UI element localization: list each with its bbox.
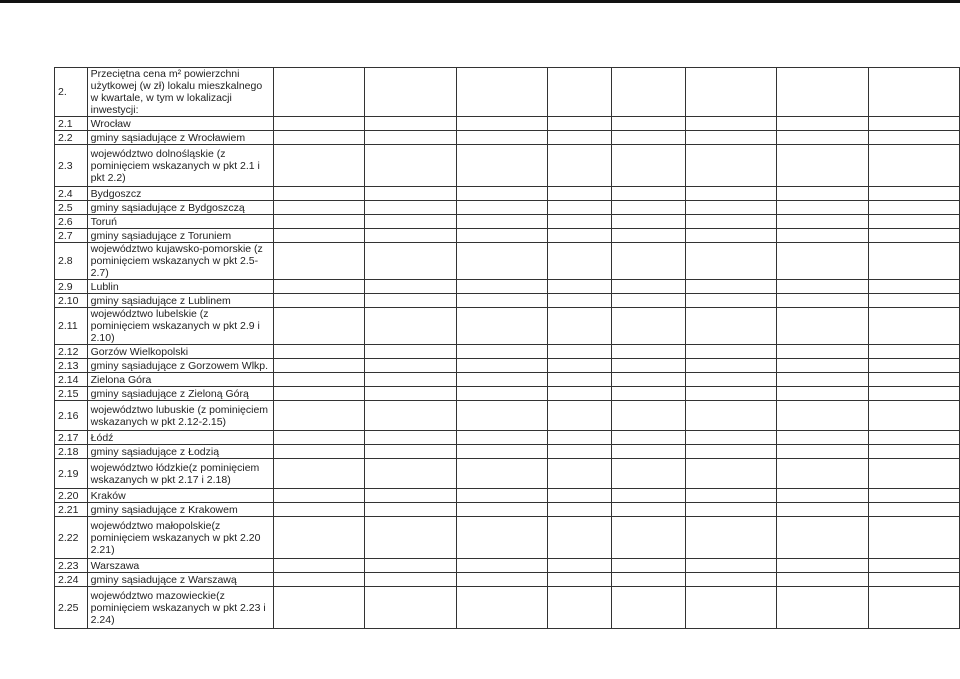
row-description: Przeciętna cena m² powierzchni użytkowej (w zł) lokalu mieszkalnego w kwartale, w tym w lokalizacji inwestycji: <box>87 68 273 117</box>
empty-value-cell <box>274 145 365 187</box>
empty-value-cell <box>456 201 547 215</box>
table-row <box>55 431 960 445</box>
empty-value-cell <box>611 308 685 345</box>
empty-value-cell <box>777 459 868 489</box>
empty-value-cell <box>274 243 365 280</box>
empty-value-cell <box>274 387 365 401</box>
empty-value-cell <box>456 445 547 459</box>
scan-top-edge <box>0 0 960 3</box>
row-number: 2.2 <box>55 131 88 145</box>
empty-value-cell <box>868 431 959 445</box>
empty-value-cell <box>777 308 868 345</box>
row-description: gminy sąsiadujące z Lublinem <box>87 294 273 308</box>
empty-value-cell <box>611 243 685 280</box>
empty-value-cell <box>547 401 611 431</box>
empty-value-cell <box>547 280 611 294</box>
row-description: gminy sąsiadujące z Gorzowem Wlkp. <box>87 359 273 373</box>
table-row <box>55 387 960 401</box>
empty-value-cell <box>868 229 959 243</box>
empty-value-cell <box>868 387 959 401</box>
table-row <box>55 145 960 187</box>
empty-value-cell <box>365 373 456 387</box>
empty-value-cell <box>611 345 685 359</box>
empty-value-cell <box>686 345 777 359</box>
row-number: 2.7 <box>55 229 88 243</box>
empty-value-cell <box>777 517 868 559</box>
table-row <box>55 345 960 359</box>
table-row <box>55 131 960 145</box>
empty-value-cell <box>274 187 365 201</box>
empty-value-cell <box>777 215 868 229</box>
table-row <box>55 294 960 308</box>
empty-value-cell <box>868 68 959 117</box>
empty-value-cell <box>547 345 611 359</box>
empty-value-cell <box>365 294 456 308</box>
empty-value-cell <box>365 559 456 573</box>
empty-value-cell <box>456 229 547 243</box>
empty-value-cell <box>456 587 547 629</box>
row-description: Wrocław <box>87 117 273 131</box>
empty-value-cell <box>686 489 777 503</box>
row-description: gminy sąsiadujące z Warszawą <box>87 573 273 587</box>
empty-value-cell <box>365 517 456 559</box>
row-number: 2.4 <box>55 187 88 201</box>
empty-value-cell <box>868 503 959 517</box>
empty-value-cell <box>547 445 611 459</box>
empty-value-cell <box>777 445 868 459</box>
empty-value-cell <box>777 187 868 201</box>
empty-value-cell <box>686 573 777 587</box>
table-row <box>55 201 960 215</box>
empty-value-cell <box>868 243 959 280</box>
table-row <box>55 68 960 117</box>
empty-value-cell <box>611 294 685 308</box>
empty-value-cell <box>274 573 365 587</box>
row-description: gminy sąsiadujące z Wrocławiem <box>87 131 273 145</box>
table-row <box>55 280 960 294</box>
empty-value-cell <box>365 229 456 243</box>
empty-value-cell <box>868 559 959 573</box>
row-number: 2.20 <box>55 489 88 503</box>
empty-value-cell <box>777 573 868 587</box>
empty-value-cell <box>686 308 777 345</box>
empty-value-cell <box>274 229 365 243</box>
empty-value-cell <box>547 517 611 559</box>
row-number: 2.9 <box>55 280 88 294</box>
empty-value-cell <box>274 215 365 229</box>
empty-value-cell <box>686 187 777 201</box>
table-row <box>55 373 960 387</box>
empty-value-cell <box>777 201 868 215</box>
empty-value-cell <box>777 503 868 517</box>
table-row <box>55 308 960 345</box>
empty-value-cell <box>777 229 868 243</box>
empty-value-cell <box>686 517 777 559</box>
empty-value-cell <box>456 308 547 345</box>
empty-value-cell <box>547 373 611 387</box>
empty-value-cell <box>611 401 685 431</box>
empty-value-cell <box>868 459 959 489</box>
empty-value-cell <box>547 503 611 517</box>
empty-value-cell <box>274 503 365 517</box>
empty-value-cell <box>777 387 868 401</box>
empty-value-cell <box>456 503 547 517</box>
table-row <box>55 215 960 229</box>
row-description: Gorzów Wielkopolski <box>87 345 273 359</box>
row-number: 2.22 <box>55 517 88 559</box>
empty-value-cell <box>611 68 685 117</box>
empty-value-cell <box>868 573 959 587</box>
empty-value-cell <box>777 431 868 445</box>
empty-value-cell <box>456 345 547 359</box>
empty-value-cell <box>456 559 547 573</box>
empty-value-cell <box>868 131 959 145</box>
empty-value-cell <box>686 280 777 294</box>
row-number: 2. <box>55 68 88 117</box>
empty-value-cell <box>456 187 547 201</box>
empty-value-cell <box>456 387 547 401</box>
row-number: 2.14 <box>55 373 88 387</box>
empty-value-cell <box>611 117 685 131</box>
empty-value-cell <box>686 68 777 117</box>
empty-value-cell <box>611 373 685 387</box>
empty-value-cell <box>274 431 365 445</box>
row-description: gminy sąsiadujące z Łodzią <box>87 445 273 459</box>
empty-value-cell <box>686 445 777 459</box>
table-row <box>55 445 960 459</box>
row-number: 2.6 <box>55 215 88 229</box>
empty-value-cell <box>547 145 611 187</box>
empty-value-cell <box>274 308 365 345</box>
empty-value-cell <box>274 345 365 359</box>
empty-value-cell <box>611 387 685 401</box>
empty-value-cell <box>611 131 685 145</box>
empty-value-cell <box>456 489 547 503</box>
empty-value-cell <box>274 459 365 489</box>
empty-value-cell <box>365 573 456 587</box>
empty-value-cell <box>686 401 777 431</box>
row-description: Kraków <box>87 489 273 503</box>
empty-value-cell <box>456 280 547 294</box>
empty-value-cell <box>274 294 365 308</box>
empty-value-cell <box>456 68 547 117</box>
empty-value-cell <box>274 489 365 503</box>
empty-value-cell <box>274 559 365 573</box>
price-table-body <box>55 68 960 629</box>
document-page <box>54 67 960 629</box>
empty-value-cell <box>274 445 365 459</box>
empty-value-cell <box>777 294 868 308</box>
row-description: Warszawa <box>87 559 273 573</box>
row-number: 2.10 <box>55 294 88 308</box>
empty-value-cell <box>777 373 868 387</box>
empty-value-cell <box>611 229 685 243</box>
table-row <box>55 359 960 373</box>
empty-value-cell <box>456 573 547 587</box>
empty-value-cell <box>274 201 365 215</box>
empty-value-cell <box>274 401 365 431</box>
empty-value-cell <box>365 131 456 145</box>
empty-value-cell <box>611 187 685 201</box>
empty-value-cell <box>868 187 959 201</box>
empty-value-cell <box>868 517 959 559</box>
table-row <box>55 559 960 573</box>
empty-value-cell <box>611 359 685 373</box>
empty-value-cell <box>456 401 547 431</box>
empty-value-cell <box>868 215 959 229</box>
empty-value-cell <box>365 503 456 517</box>
empty-value-cell <box>547 117 611 131</box>
empty-value-cell <box>868 145 959 187</box>
empty-value-cell <box>365 117 456 131</box>
row-number: 2.16 <box>55 401 88 431</box>
empty-value-cell <box>456 359 547 373</box>
empty-value-cell <box>686 215 777 229</box>
empty-value-cell <box>547 359 611 373</box>
empty-value-cell <box>274 117 365 131</box>
empty-value-cell <box>365 280 456 294</box>
empty-value-cell <box>456 117 547 131</box>
empty-value-cell <box>365 201 456 215</box>
empty-value-cell <box>611 280 685 294</box>
empty-value-cell <box>777 243 868 280</box>
empty-value-cell <box>868 445 959 459</box>
empty-value-cell <box>868 401 959 431</box>
empty-value-cell <box>611 503 685 517</box>
empty-value-cell <box>365 587 456 629</box>
empty-value-cell <box>365 187 456 201</box>
empty-value-cell <box>777 280 868 294</box>
empty-value-cell <box>456 373 547 387</box>
empty-value-cell <box>456 243 547 280</box>
empty-value-cell <box>456 131 547 145</box>
row-number: 2.13 <box>55 359 88 373</box>
row-description: gminy sąsiadujące z Toruniem <box>87 229 273 243</box>
row-description: województwo małopolskie(z pominięciem wskazanych w pkt 2.20 2.21) <box>87 517 273 559</box>
row-description: województwo łódzkie(z pominięciem wskazanych w pkt 2.17 i 2.18) <box>87 459 273 489</box>
empty-value-cell <box>365 243 456 280</box>
row-description: gminy sąsiadujące z Zieloną Górą <box>87 387 273 401</box>
empty-value-cell <box>686 229 777 243</box>
empty-value-cell <box>868 587 959 629</box>
empty-value-cell <box>547 573 611 587</box>
empty-value-cell <box>686 243 777 280</box>
empty-value-cell <box>777 68 868 117</box>
empty-value-cell <box>456 517 547 559</box>
empty-value-cell <box>611 517 685 559</box>
row-number: 2.15 <box>55 387 88 401</box>
row-number: 2.3 <box>55 145 88 187</box>
empty-value-cell <box>547 559 611 573</box>
empty-value-cell <box>365 431 456 445</box>
empty-value-cell <box>777 117 868 131</box>
row-number: 2.25 <box>55 587 88 629</box>
empty-value-cell <box>365 359 456 373</box>
empty-value-cell <box>456 431 547 445</box>
empty-value-cell <box>686 201 777 215</box>
empty-value-cell <box>547 587 611 629</box>
empty-value-cell <box>611 489 685 503</box>
empty-value-cell <box>547 387 611 401</box>
table-row <box>55 243 960 280</box>
empty-value-cell <box>274 359 365 373</box>
row-description: województwo kujawsko-pomorskie (z pominięciem wskazanych w pkt 2.5-2.7) <box>87 243 273 280</box>
row-description: gminy sąsiadujące z Bydgoszczą <box>87 201 273 215</box>
empty-value-cell <box>686 359 777 373</box>
empty-value-cell <box>686 587 777 629</box>
empty-value-cell <box>777 131 868 145</box>
empty-value-cell <box>274 131 365 145</box>
empty-value-cell <box>547 431 611 445</box>
empty-value-cell <box>365 401 456 431</box>
table-row <box>55 459 960 489</box>
empty-value-cell <box>777 145 868 187</box>
empty-value-cell <box>868 359 959 373</box>
empty-value-cell <box>365 345 456 359</box>
empty-value-cell <box>868 294 959 308</box>
empty-value-cell <box>611 445 685 459</box>
row-description: Lublin <box>87 280 273 294</box>
empty-value-cell <box>868 489 959 503</box>
row-description: Zielona Góra <box>87 373 273 387</box>
row-number: 2.19 <box>55 459 88 489</box>
table-row <box>55 117 960 131</box>
empty-value-cell <box>686 373 777 387</box>
empty-value-cell <box>547 68 611 117</box>
row-number: 2.24 <box>55 573 88 587</box>
empty-value-cell <box>456 145 547 187</box>
empty-value-cell <box>611 431 685 445</box>
empty-value-cell <box>611 573 685 587</box>
row-number: 2.17 <box>55 431 88 445</box>
row-description: Łódź <box>87 431 273 445</box>
empty-value-cell <box>365 145 456 187</box>
empty-value-cell <box>365 489 456 503</box>
empty-value-cell <box>365 308 456 345</box>
row-number: 2.12 <box>55 345 88 359</box>
table-row <box>55 573 960 587</box>
table-row <box>55 489 960 503</box>
empty-value-cell <box>777 559 868 573</box>
row-number: 2.5 <box>55 201 88 215</box>
empty-value-cell <box>456 459 547 489</box>
empty-value-cell <box>611 459 685 489</box>
empty-value-cell <box>777 587 868 629</box>
empty-value-cell <box>686 294 777 308</box>
empty-value-cell <box>547 294 611 308</box>
row-number: 2.18 <box>55 445 88 459</box>
empty-value-cell <box>547 187 611 201</box>
empty-value-cell <box>686 503 777 517</box>
row-description: Toruń <box>87 215 273 229</box>
empty-value-cell <box>274 373 365 387</box>
empty-value-cell <box>686 559 777 573</box>
table-row <box>55 503 960 517</box>
empty-value-cell <box>868 117 959 131</box>
empty-value-cell <box>365 459 456 489</box>
empty-value-cell <box>274 587 365 629</box>
empty-value-cell <box>456 294 547 308</box>
empty-value-cell <box>547 489 611 503</box>
empty-value-cell <box>547 215 611 229</box>
row-number: 2.1 <box>55 117 88 131</box>
empty-value-cell <box>868 373 959 387</box>
empty-value-cell <box>611 215 685 229</box>
empty-value-cell <box>686 117 777 131</box>
empty-value-cell <box>365 215 456 229</box>
table-row <box>55 187 960 201</box>
row-number: 2.23 <box>55 559 88 573</box>
table-row <box>55 401 960 431</box>
empty-value-cell <box>868 201 959 215</box>
empty-value-cell <box>777 359 868 373</box>
empty-value-cell <box>274 517 365 559</box>
empty-value-cell <box>547 308 611 345</box>
table-row <box>55 587 960 629</box>
row-description: Bydgoszcz <box>87 187 273 201</box>
empty-value-cell <box>547 229 611 243</box>
empty-value-cell <box>686 387 777 401</box>
empty-value-cell <box>777 345 868 359</box>
empty-value-cell <box>686 131 777 145</box>
empty-value-cell <box>611 201 685 215</box>
row-description: województwo lubelskie (z pominięciem wskazanych w pkt 2.9 i 2.10) <box>87 308 273 345</box>
row-description: województwo lubuskie (z pominięciem wskazanych w pkt 2.12-2.15) <box>87 401 273 431</box>
empty-value-cell <box>456 215 547 229</box>
empty-value-cell <box>611 559 685 573</box>
row-description: gminy sąsiadujące z Krakowem <box>87 503 273 517</box>
empty-value-cell <box>868 308 959 345</box>
row-description: województwo dolnośląskie (z pominięciem wskazanych w pkt 2.1 i pkt 2.2) <box>87 145 273 187</box>
empty-value-cell <box>365 387 456 401</box>
empty-value-cell <box>868 280 959 294</box>
row-description: województwo mazowieckie(z pominięciem wskazanych w pkt 2.23 i 2.24) <box>87 587 273 629</box>
table-row <box>55 517 960 559</box>
empty-value-cell <box>547 459 611 489</box>
empty-value-cell <box>777 401 868 431</box>
empty-value-cell <box>547 201 611 215</box>
empty-value-cell <box>274 280 365 294</box>
empty-value-cell <box>686 459 777 489</box>
empty-value-cell <box>274 68 365 117</box>
row-number: 2.11 <box>55 308 88 345</box>
row-number: 2.8 <box>55 243 88 280</box>
empty-value-cell <box>547 131 611 145</box>
empty-value-cell <box>777 489 868 503</box>
empty-value-cell <box>868 345 959 359</box>
price-table <box>54 67 960 629</box>
empty-value-cell <box>611 587 685 629</box>
empty-value-cell <box>365 445 456 459</box>
row-number: 2.21 <box>55 503 88 517</box>
empty-value-cell <box>365 68 456 117</box>
table-row <box>55 229 960 243</box>
empty-value-cell <box>547 243 611 280</box>
empty-value-cell <box>611 145 685 187</box>
empty-value-cell <box>686 145 777 187</box>
empty-value-cell <box>686 431 777 445</box>
